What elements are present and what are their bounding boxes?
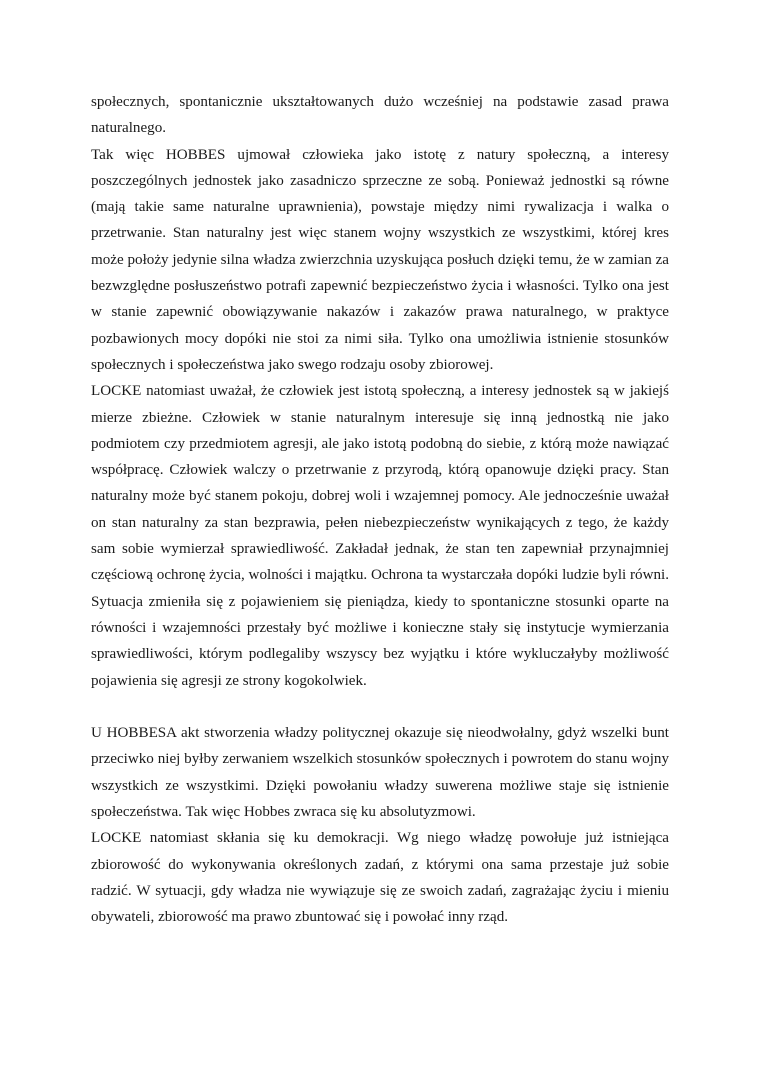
paragraph-locke-democracy: LOCKE natomiast skłania się ku demokracji. Wg niego władzę powołuje już istniejąca zbiorowość do wykonywania określonych zadań, z którymi ona sama przestaje już sobie radzić. W sytuacji, gdy władza nie wywiązuje się ze swoich zadań, zagrażając życiu i mieniu obywateli, zbiorowość ma prawo zbuntować się i powołać inny rząd. [91, 830, 669, 926]
paragraph-spacer [91, 694, 669, 720]
document-body [91, 89, 669, 931]
paragraph-locke-human-nature: LOCKE natomiast uważał, że człowiek jest istotą społeczną, a interesy jednostek są w jakiejś mierze zbieżne. Człowiek w stanie naturalnym interesuje się inną jednostką nie jako podmiotem czy przedmiotem agresji, ale jako istotą podobną do siebie, z którą może nawiązać współpracę. Człowiek walczy o przetrwanie z przyrodą, którą opanowuje dzięki pracy. Stan naturalny może być stanem pokoju, dobrej woli i wzajemnej pomocy. Ale jednocześnie uważał on stan naturalny za stan bezprawia, pełen niebezpieczeństw wynikających z tego, że każdy sam sobie wymierzał sprawiedliwość. Zakładał jednak, że stan ten zapewniał przynajmniej częściową ochronę życia, wolności i majątku. Ochrona ta wystarczała dopóki ludzie byli równi. Sytuacja zmieniła się z pojawieniem się pieniądza, kiedy to spontaniczne stosunki oparte na równości i wzajemności przestały być możliwe i konieczne stały się instytucje wymierzania sprawiedliwości, którym podlegaliby wszyscy bez wyjątku i które wykluczałyby możliwość pojawienia się agresji ze strony kogokolwiek. [91, 383, 669, 689]
paragraph-hobbes-absolutism: U HOBBESA akt stworzenia władzy politycznej okazuje się nieodwołalny, gdyż wszelki bunt przeciwko niej byłby zerwaniem wszelkich stosunków społecznych i powrotem do stanu wojny wszystkich ze wszystkimi. Dzięki powołaniu władzy suwerena możliwe staje się istnienie społeczeństwa. Tak więc Hobbes zwraca się ku absolutyzmowi. [91, 725, 669, 821]
paragraph-natural-law-continuation: społecznych, spontanicznie ukształtowanych dużo wcześniej na podstawie zasad prawa naturalnego. [91, 94, 669, 137]
paragraph-hobbes-human-nature: Tak więc HOBBES ujmował człowieka jako istotę z natury społeczną, a interesy poszczególnych jednostek jako zasadniczo sprzeczne ze sobą. Ponieważ jednostki są równe (mają takie same naturalne uprawnienia), powstaje między nimi rywalizacja i walka o przetrwanie. Stan naturalny jest więc stanem wojny wszystkich ze wszystkimi, której kres może położy jedynie silna władza zwierzchnia uzyskująca posłuch dzięki temu, że w zamian za bezwzględne posłuszeństwo potrafi zapewnić bezpieczeństwo życia i własności. Tylko ona jest w stanie zapewnić obowiązywanie nakazów i zakazów prawa naturalnego, w praktyce pozbawionych mocy dopóki nie stoi za nimi siła. Tylko ona umożliwia istnienie stosunków społecznych i społeczeństwa jako swego rodzaju osoby zbiorowej. [91, 146, 669, 373]
